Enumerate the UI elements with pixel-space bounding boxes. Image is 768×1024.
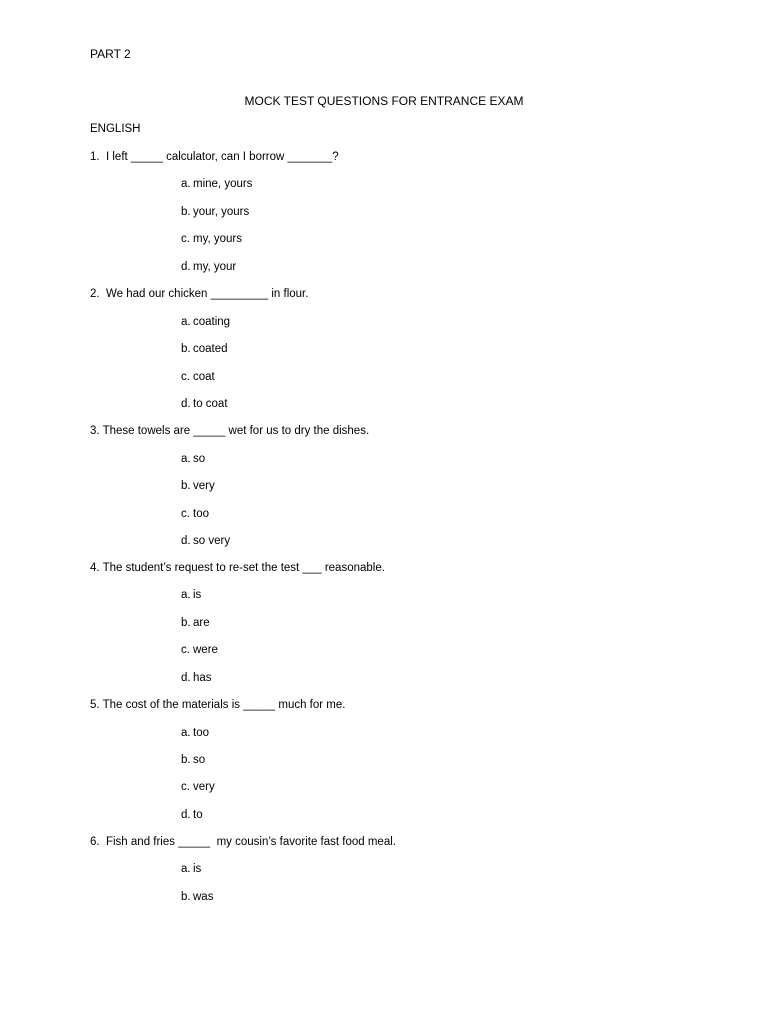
question-3-option-c [181, 507, 209, 521]
option-text: my, your [193, 261, 237, 273]
option-letter: a. [181, 863, 191, 875]
option-text: has [193, 672, 212, 684]
question-3-option-a [181, 452, 205, 466]
option-text: was [193, 891, 214, 903]
option-letter: a. [181, 178, 191, 190]
question-4-option-d [181, 671, 212, 685]
option-letter: d. [181, 398, 191, 410]
option-letter: a. [181, 727, 191, 739]
question-2-option-a [181, 315, 230, 329]
option-text: too [193, 727, 209, 739]
option-text: coating [193, 316, 231, 328]
question-5: 5. The cost of the materials is _____ much for me. [90, 699, 346, 711]
option-letter: a. [181, 316, 191, 328]
question-6-option-b [181, 890, 213, 904]
question-5-option-b [181, 753, 205, 767]
option-letter: c. [181, 644, 190, 656]
question-1-option-d [181, 260, 236, 274]
question-4: 4. The student’s request to re-set the test ___ reasonable. [90, 562, 385, 574]
question-3: 3. These towels are _____ wet for us to dry the dishes. [90, 425, 370, 437]
part-label: PART 2 [90, 47, 131, 61]
option-text: is [193, 589, 202, 601]
question-1-option-a [181, 177, 252, 191]
option-letter: c. [181, 371, 190, 383]
option-text: my, yours [193, 233, 242, 245]
option-letter: c. [181, 781, 190, 793]
question-3-option-b [181, 479, 215, 493]
option-text: to [193, 809, 203, 821]
question-4-option-a [181, 588, 201, 602]
question-5-option-d [181, 808, 203, 822]
option-text: very [193, 781, 215, 793]
option-letter: b. [181, 206, 191, 218]
option-text: so [193, 453, 206, 465]
question-2-option-d [181, 397, 228, 411]
option-letter: b. [181, 891, 191, 903]
option-text: so very [193, 535, 231, 547]
option-letter: a. [181, 589, 191, 601]
option-text: mine, yours [193, 178, 253, 190]
option-text: very [193, 480, 215, 492]
option-text: is [193, 863, 202, 875]
question-1-option-b [181, 205, 249, 219]
option-letter: c. [181, 233, 190, 245]
option-letter: b. [181, 343, 191, 355]
option-letter: b. [181, 480, 191, 492]
option-letter: b. [181, 617, 191, 629]
option-letter: d. [181, 535, 191, 547]
option-text: so [193, 754, 206, 766]
option-text: coated [193, 343, 228, 355]
question-2-option-c [181, 370, 215, 384]
question-5-option-c [181, 780, 215, 794]
question-5-option-a [181, 726, 209, 740]
option-letter: b. [181, 754, 191, 766]
question-2: 2. We had our chicken _________ in flour. [90, 288, 309, 300]
option-letter: d. [181, 809, 191, 821]
question-1: 1. I left _____ calculator, can I borrow _______? [90, 151, 339, 163]
option-letter: c. [181, 508, 190, 520]
question-4-option-b [181, 616, 210, 630]
question-6-option-a [181, 862, 201, 876]
option-letter: a. [181, 453, 191, 465]
option-letter: d. [181, 261, 191, 273]
option-text: were [193, 644, 218, 656]
option-letter: d. [181, 672, 191, 684]
option-text: to coat [193, 398, 228, 410]
option-text: are [193, 617, 210, 629]
question-1-option-c [181, 232, 242, 246]
option-text: too [193, 508, 209, 520]
subject-heading: ENGLISH [90, 123, 141, 135]
page-title: MOCK TEST QUESTIONS FOR ENTRANCE EXAM [244, 94, 524, 108]
question-6: 6. Fish and fries _____ my cousin’s favorite fast food meal. [90, 836, 396, 848]
option-text: coat [193, 371, 215, 383]
question-2-option-b [181, 342, 228, 356]
question-4-option-c [181, 643, 218, 657]
question-3-option-d [181, 534, 230, 548]
option-text: your, yours [193, 206, 250, 218]
